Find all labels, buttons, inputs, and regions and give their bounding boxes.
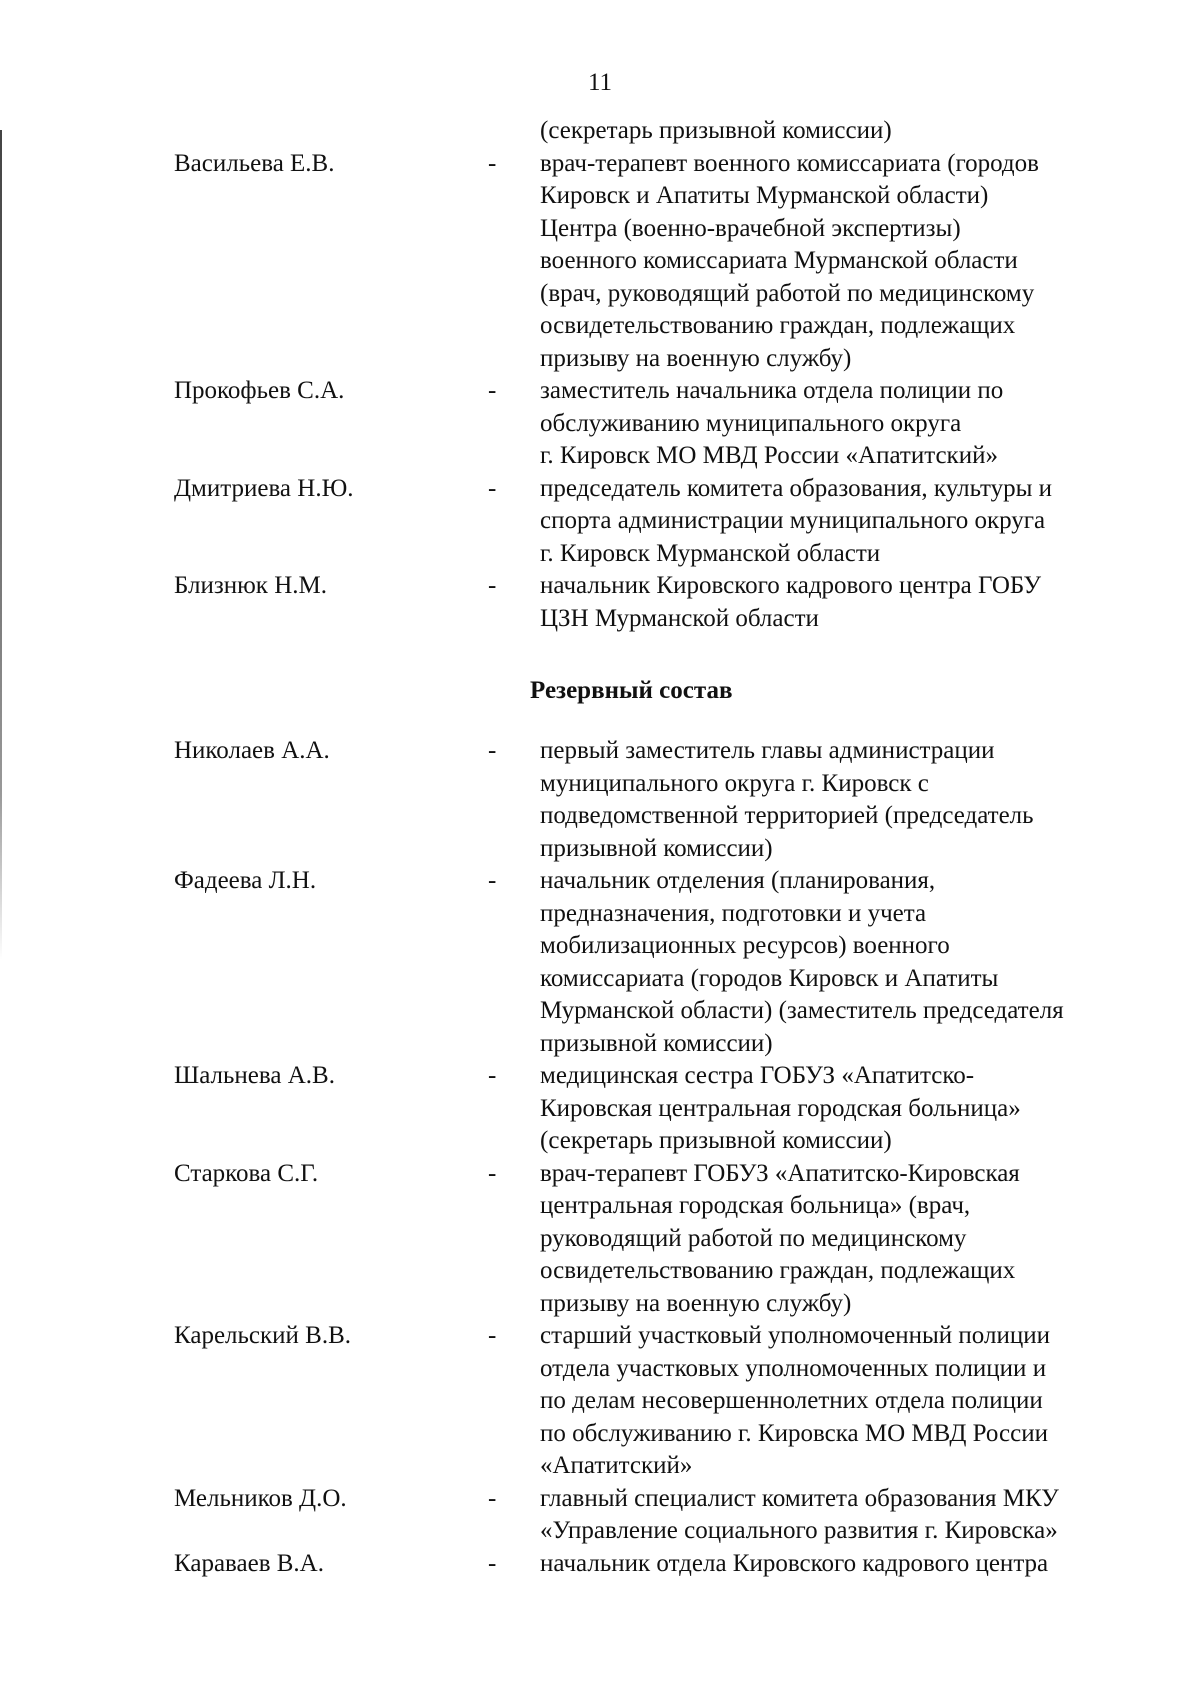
member-name: Прокофьев С.А.	[174, 377, 345, 404]
reserve-member-entry	[0, 1158, 1200, 1321]
member-name: Карельский В.В.	[174, 1322, 352, 1349]
member-role-line: обслуживанию муниципального округа	[540, 409, 962, 437]
member-role-line: «Управление социального развития г. Кировска»	[540, 1517, 1058, 1544]
member-dash: -	[488, 1549, 497, 1577]
member-role-line: мобилизационных ресурсов) военного	[540, 932, 950, 959]
member-name: Старкова С.Г.	[174, 1159, 319, 1187]
member-role-line: (секретарь призывной комиссии)	[540, 1127, 892, 1154]
member-dash: -	[488, 377, 497, 404]
member-role-line: призыву на военную службу)	[540, 344, 852, 372]
member-role-line: ЦЗН Мурманской области	[540, 604, 819, 632]
member-dash: -	[488, 474, 497, 502]
member-role-line: отдела участковых уполномоченных полиции и	[540, 1354, 1047, 1382]
member-name: Мельников Д.О.	[174, 1484, 347, 1512]
member-role-line: освидетельствованию граждан, подлежащих	[540, 1257, 1016, 1284]
member-name: Дмитриева Н.Ю.	[174, 474, 354, 502]
member-name: Близнюк Н.М.	[174, 572, 327, 599]
member-dash: -	[488, 1484, 497, 1512]
member-role-line: первый заместитель главы администрации	[540, 737, 995, 764]
member-role-line: призывной комиссии)	[540, 834, 773, 862]
page-number: 11	[587, 69, 613, 96]
reserve-member-entry	[0, 1483, 1200, 1548]
member-role-line: главный специалист комитета образования МКУ	[540, 1484, 1059, 1512]
member-name: Васильева Е.В.	[174, 149, 335, 177]
member-dash: -	[488, 1159, 497, 1187]
member-role-line: Центра (военно-врачебной экспертизы)	[540, 214, 961, 242]
member-role-line: по обслуживанию г. Кировска МО МВД России	[540, 1419, 1048, 1447]
member-role-line: Кировская центральная городская больница»	[540, 1094, 1021, 1122]
member-dash: -	[488, 1062, 497, 1089]
member-entry	[0, 148, 1200, 376]
member-dash: -	[488, 737, 497, 764]
member-role-line: комиссариата (городов Кировск и Апатиты	[540, 964, 999, 992]
member-role-line: (врач, руководящий работой по медицинскому	[540, 279, 1035, 307]
member-role-line: центральная городская больница» (врач,	[540, 1192, 971, 1219]
member-role-line: призыву на военную службу)	[540, 1289, 852, 1317]
member-role-line: Мурманской области) (заместитель председателя	[540, 997, 1064, 1024]
reserve-member-entry	[0, 865, 1200, 1060]
member-role-line: председатель комитета образования, культуры и	[540, 474, 1053, 502]
member-role-line: освидетельствованию граждан, подлежащих	[540, 312, 1016, 339]
member-dash: -	[488, 572, 497, 599]
member-role-line: г. Кировск Мурманской области	[540, 539, 881, 567]
member-role-line: по делам несовершеннолетних отдела полиции	[540, 1387, 1043, 1414]
member-role-line: старший участковый уполномоченный полиции	[540, 1322, 1050, 1349]
member-role-line: спорта администрации муниципального округа	[540, 507, 1046, 534]
member-name: Шальнева А.В.	[174, 1062, 335, 1089]
member-role-line: подведомственной территорией (председатель	[540, 802, 1034, 829]
member-role-line: военного комиссариата Мурманской области	[540, 247, 1018, 274]
member-role-line: начальник отделения (планирования,	[540, 867, 936, 894]
member-name: Николаев А.А.	[174, 737, 330, 764]
member-role-line: руководящий работой по медицинскому	[540, 1224, 967, 1252]
lead-text: (секретарь призывной комиссии)	[540, 117, 892, 144]
member-role-line: врач-терапевт ГОБУЗ «Апатитско-Кировская	[540, 1159, 1020, 1187]
member-role-line: заместитель начальника отдела полиции по	[540, 377, 1004, 404]
member-dash: -	[488, 149, 497, 177]
member-entry	[0, 473, 1200, 571]
reserve-member-entry	[0, 1548, 1200, 1581]
reserve-member-entry	[0, 1320, 1200, 1483]
member-role-line: «Апатитский»	[540, 1452, 693, 1479]
member-role-line: призывной комиссии)	[540, 1029, 773, 1057]
member-role-line: начальник отдела Кировского кадрового центра	[540, 1549, 1049, 1577]
member-role-line: медицинская сестра ГОБУЗ «Апатитско-	[540, 1062, 975, 1089]
member-role-line: муниципального округа г. Кировск с	[540, 769, 929, 797]
reserve-member-entry	[0, 735, 1200, 865]
reserve-members-section	[0, 735, 1200, 1580]
reserve-heading: Резервный состав	[530, 677, 733, 704]
member-name: Караваев В.А.	[174, 1549, 324, 1577]
member-name: Фадеева Л.Н.	[174, 867, 317, 894]
member-dash: -	[488, 1322, 497, 1349]
member-role-line: предназначения, подготовки и учета	[540, 899, 927, 927]
member-entry	[0, 570, 1200, 635]
member-dash: -	[488, 867, 497, 894]
member-role-line: Кировск и Апатиты Мурманской области)	[540, 182, 989, 209]
main-members-section	[0, 115, 1200, 635]
member-role-line: начальник Кировского кадрового центра ГОБУ	[540, 572, 1042, 599]
reserve-member-entry	[0, 1060, 1200, 1158]
member-role-line: г. Кировск МО МВД России «Апатитский»	[540, 442, 998, 469]
member-entry	[0, 375, 1200, 473]
member-role-line: врач-терапевт военного комиссариата (городов	[540, 149, 1039, 177]
